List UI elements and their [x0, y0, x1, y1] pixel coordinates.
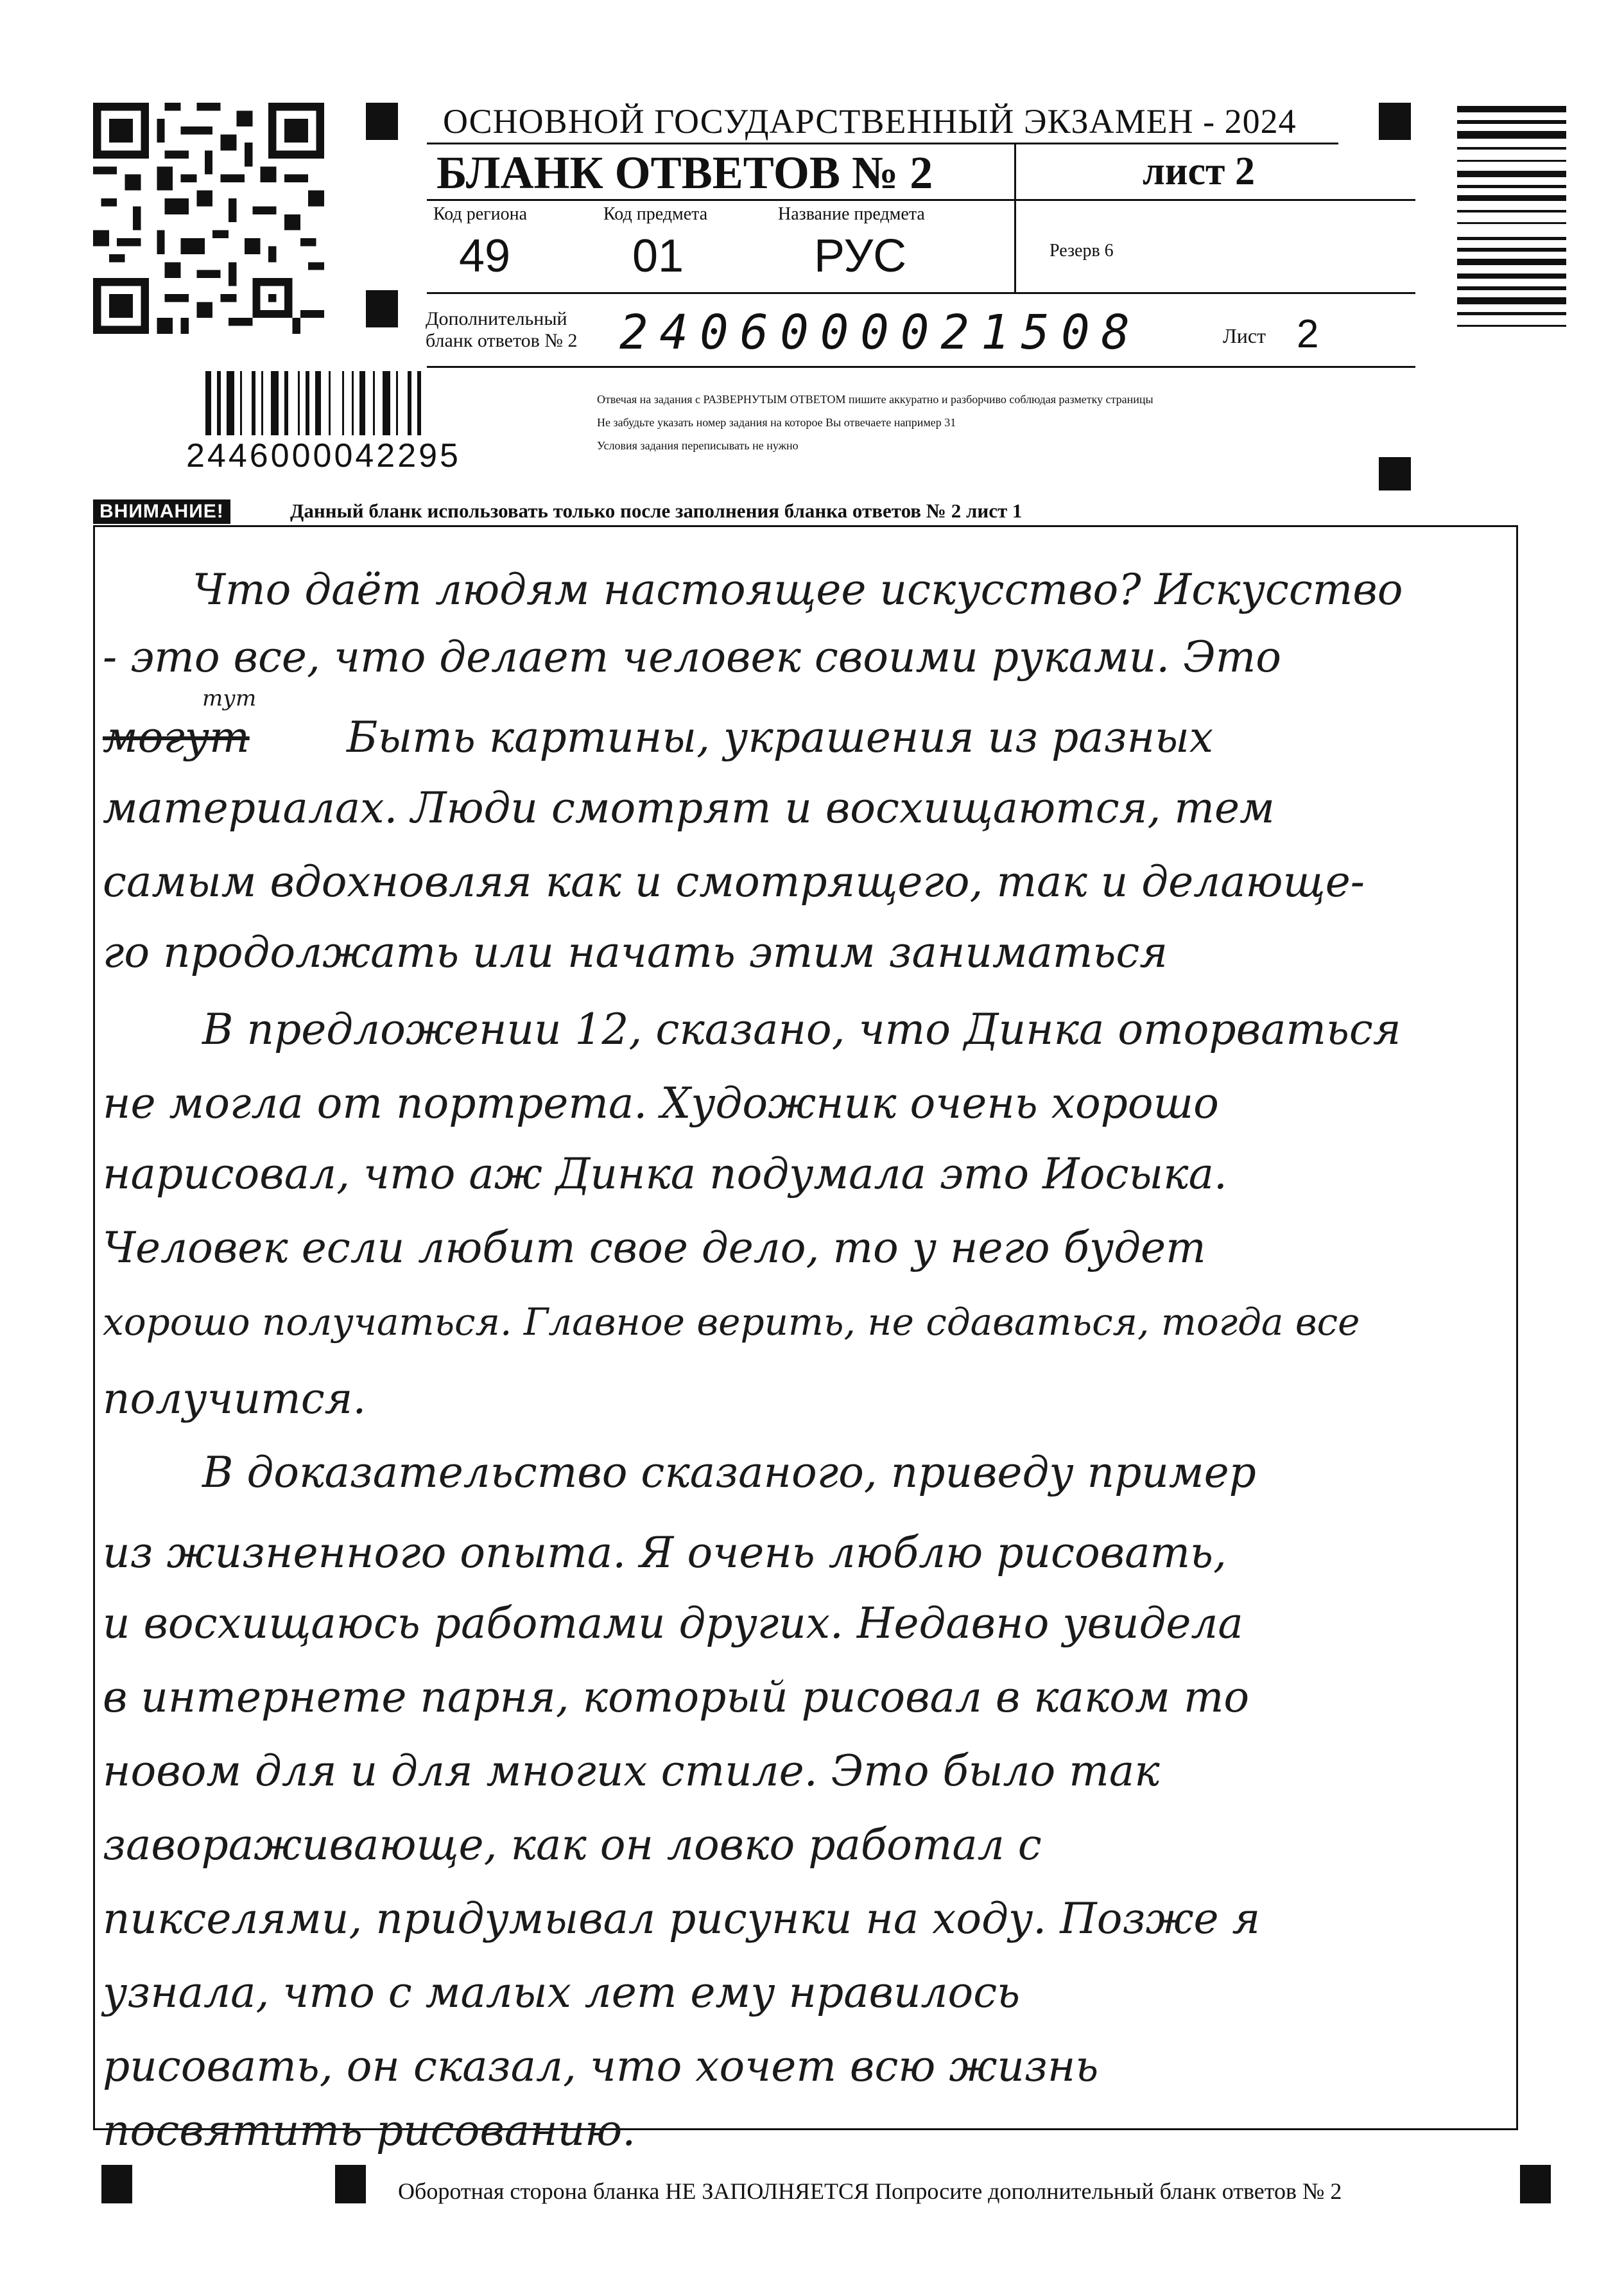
form-name: БЛАНК ОТВЕТОВ № 2	[436, 147, 933, 198]
exam-title: ОСНОВНОЙ ГОСУДАРСТВЕННЫЙ ЭКЗАМЕН - 2024	[443, 102, 1297, 141]
instruction-line: Условия задания переписывать не нужно	[597, 439, 799, 452]
list-value: 2	[1297, 312, 1319, 356]
barcode-bar	[396, 371, 398, 435]
handwritten-line: нарисовал, что аж Динка подумала это Иосыка.	[103, 1149, 1227, 1199]
subject-code-label: Код предмета	[603, 204, 708, 224]
additional-form-label: Дополнительный бланк ответов № 2	[426, 308, 578, 351]
subject-name-label: Название предмета	[778, 204, 925, 224]
region-code-label: Код региона	[433, 204, 528, 224]
barcode-bar	[240, 371, 242, 435]
barcode-bar	[1457, 286, 1566, 290]
divider	[427, 292, 1415, 294]
registration-marker	[366, 290, 398, 327]
barcode-bar	[1457, 259, 1566, 265]
barcode-bar	[1457, 222, 1566, 224]
handwritten-line: из жизненного опыта. Я очень люблю рисовать,	[103, 1528, 1227, 1577]
registration-marker	[101, 2165, 132, 2203]
struck-out-word: могут	[103, 713, 250, 762]
barcode-bar	[306, 371, 309, 435]
divider	[427, 366, 1415, 368]
handwritten-line: Что даёт людям настоящее искусство? Искусство	[193, 565, 1403, 614]
barcode-bar	[1457, 185, 1566, 188]
barcode-bar	[205, 371, 211, 435]
side-barcode	[1457, 106, 1566, 491]
handwritten-line: Человек если любит свое дело, то у него будет	[103, 1223, 1206, 1272]
handwritten-line: в интернете парня, который рисовал в каком то	[103, 1672, 1250, 1722]
subject-name-value: РУС	[814, 230, 907, 282]
barcode-bar	[1457, 248, 1566, 252]
handwritten-line: пикселями, придумывал рисунки на ходу. Позже я	[103, 1894, 1261, 1943]
barcode-bar	[1457, 312, 1566, 315]
region-code-value: 49	[459, 230, 511, 282]
registration-marker	[1379, 103, 1411, 140]
registration-marker	[1379, 457, 1411, 490]
form-barcode	[205, 371, 552, 442]
handwritten-line: рисовать, он сказал, что хочет всю жизнь	[103, 2042, 1099, 2091]
barcode-bar	[315, 371, 321, 435]
barcode-bar	[417, 371, 421, 435]
handwritten-line: В доказательство сказаного, приведу пример	[202, 1448, 1256, 1497]
divider	[427, 143, 1338, 144]
barcode-bar	[359, 371, 365, 435]
barcode-bar	[1457, 297, 1566, 304]
handwritten-line: хорошо получаться. Главное верить, не сдаваться, тогда все	[103, 1300, 1360, 1344]
attention-badge: ВНИМАНИЕ!	[93, 499, 230, 524]
divider	[1014, 144, 1016, 292]
handwritten-correction: тут	[202, 686, 257, 711]
additional-form-number: 2406000021508	[619, 305, 1142, 360]
barcode-bar	[1457, 147, 1566, 150]
barcode-bar	[373, 371, 375, 435]
list-label: Лист	[1223, 324, 1266, 347]
subject-code-value: 01	[632, 230, 684, 282]
handwritten-line: новом для и для многих стиле. Это было так	[103, 1746, 1160, 1796]
barcode-bar	[217, 371, 221, 435]
barcode-bar	[284, 371, 288, 435]
footer-note: Оборотная сторона бланка НЕ ЗАПОЛНЯЕТСЯ Попросите дополнительный бланк ответов № 2	[398, 2178, 1342, 2204]
handwritten-line: материалах. Люди смотрят и восхищаются, тем	[103, 783, 1275, 833]
barcode-bar	[1457, 131, 1566, 139]
handwritten-line: получится.	[103, 1374, 367, 1423]
barcode-bar	[227, 371, 234, 435]
handwritten-line: самым вдохновляя как и смотрящего, так и делающе-	[103, 857, 1365, 907]
barcode-bar	[261, 371, 263, 435]
handwritten-line: не могла от портрета. Художник очень хорошо	[103, 1079, 1219, 1128]
barcode-bar	[1457, 120, 1566, 124]
barcode-bar	[252, 371, 255, 435]
instruction-line: Не забудьте указать номер задания на которое Вы отвечаете например 31	[597, 416, 956, 429]
barcode-bar	[1457, 195, 1566, 201]
handwritten-line: - это все, что делает человек своими руками. Это	[103, 632, 1282, 682]
registration-marker	[1520, 2165, 1551, 2203]
barcode-bar	[1457, 237, 1566, 240]
barcode-bar	[383, 371, 390, 435]
sheet-label: лист 2	[1143, 150, 1255, 193]
divider	[427, 199, 1415, 201]
barcode-bar	[271, 371, 279, 435]
barcode-bar	[352, 371, 354, 435]
barcode-bar	[408, 371, 411, 435]
handwritten-line: В предложении 12, сказано, что Динка оторваться	[202, 1005, 1401, 1054]
barcode-bar	[1457, 325, 1566, 327]
handwritten-line: посвятить рисованию.	[103, 2106, 636, 2155]
reserve-label: Резерв 6	[1050, 241, 1114, 261]
barcode-bar	[329, 371, 331, 435]
barcode-bar	[1457, 106, 1566, 112]
qr-code	[93, 103, 324, 334]
instruction-line: Отвечая на задания с РАЗВЕРНУТЫМ ОТВЕТОМ пишите аккуратно и разборчиво соблюдая разметку страницы	[597, 393, 1153, 406]
barcode-number: 2446000042295	[186, 437, 461, 474]
handwritten-line: го продолжать или начать этим заниматься	[103, 928, 1168, 977]
barcode-bar	[1457, 160, 1566, 162]
barcode-bar	[342, 371, 344, 435]
attention-text: Данный бланк использовать только после заполнения бланка ответов № 2 лист 1	[290, 499, 1023, 522]
barcode-bar	[1457, 171, 1566, 177]
handwritten-line: узнала, что с малых лет ему нравилось	[103, 1968, 1021, 2017]
barcode-bar	[1457, 273, 1566, 279]
barcode-bar	[298, 371, 300, 435]
handwritten-line: и восхищаюсь работами других. Недавно увидела	[103, 1599, 1243, 1648]
handwritten-line: Быть картины, украшения из разных	[347, 713, 1214, 762]
registration-marker	[366, 103, 398, 140]
barcode-bar	[1457, 210, 1566, 213]
registration-marker	[335, 2165, 366, 2203]
handwritten-line: завораживающе, как он ловко работал с	[103, 1820, 1042, 1870]
